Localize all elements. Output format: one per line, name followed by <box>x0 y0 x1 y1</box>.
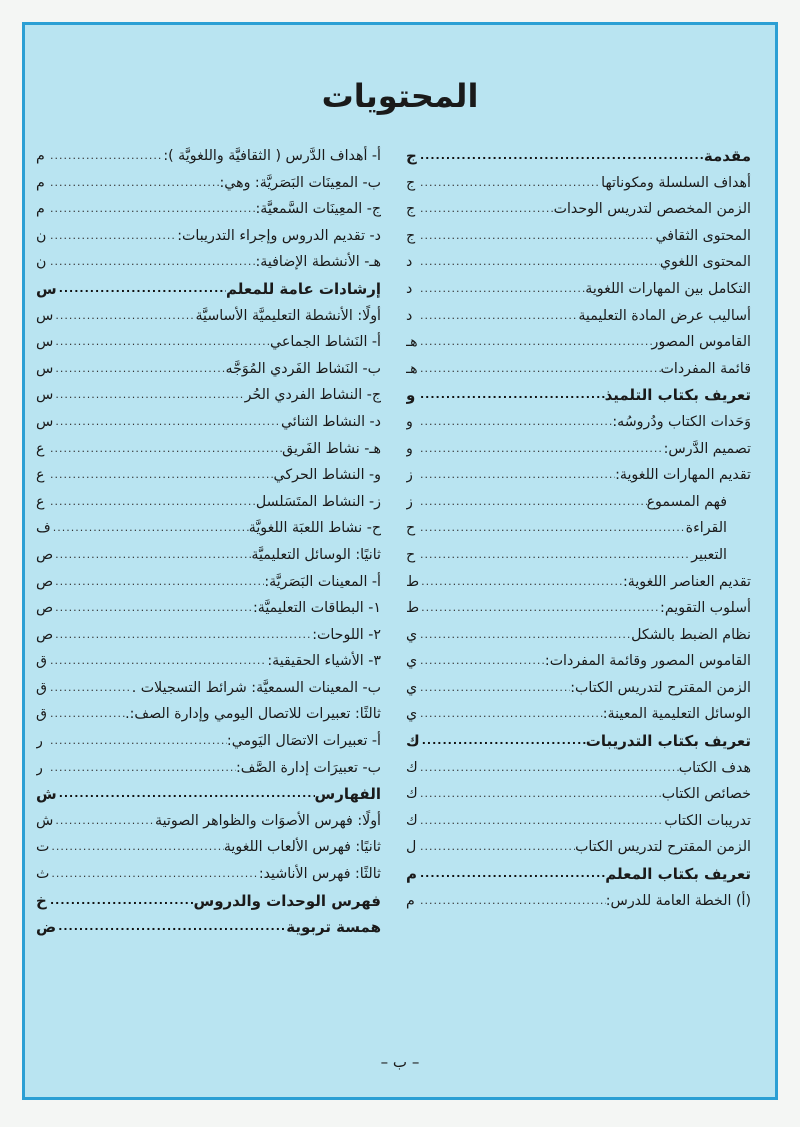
toc-leader-dots <box>48 196 256 223</box>
toc-entry-page: د <box>406 307 413 324</box>
toc-entry-label: ب- تعبيرَات إدارة الصَّف: <box>235 759 381 776</box>
toc-entry-page: هـ <box>406 360 418 377</box>
toc-entry-label: مقدمة <box>703 147 751 165</box>
toc-entry <box>406 595 751 622</box>
toc-entry-label: تعريف بكتاب التدريبات <box>585 732 751 751</box>
toc-entry <box>36 648 381 675</box>
toc-entry-label: (أ) الخطة العامة للدرس: <box>605 892 751 909</box>
toc-entry-label: ثالثًا: تعبيرات للاتصال اليومي وإدارة الصف:. <box>125 706 381 723</box>
toc-entry <box>36 834 381 861</box>
toc-entry-page: ي <box>406 706 418 723</box>
toc-leader-dots <box>48 728 227 755</box>
toc-entry-label: التكامل بين المهارات اللغوية <box>585 280 751 297</box>
page-title: المحتويات <box>321 77 479 115</box>
toc-entry-page: ج <box>406 201 416 218</box>
toc-entry <box>406 542 751 569</box>
toc-entry-page: ع <box>36 467 45 484</box>
toc-leader-dots <box>419 569 623 596</box>
toc-entry-page: م <box>406 892 415 909</box>
toc-leader-dots <box>418 462 615 489</box>
page-number: – ب – <box>380 1053 420 1071</box>
toc-leader-dots <box>48 462 274 489</box>
toc-entry-label: أساليب عرض المادة التعليمية <box>578 307 751 324</box>
toc-leader-dots <box>418 755 679 782</box>
toc-leader-dots <box>53 409 281 436</box>
toc-section-heading <box>406 143 751 170</box>
toc-leader-dots <box>419 595 660 622</box>
toc-leader-dots <box>418 542 691 569</box>
toc-entry-page: م <box>36 148 45 164</box>
toc-entry-label: الزمن المقترح لتدريس الكتاب <box>575 839 751 856</box>
toc-entry-label: هـ- نشاط الفَريق <box>282 440 381 457</box>
toc-entry-page: س <box>36 413 54 430</box>
toc-leader-dots <box>48 249 255 276</box>
toc-entry-page: و <box>406 413 413 430</box>
toc-section-heading <box>36 276 381 303</box>
toc-entry-label: ج- النشاط الفردي الحُر <box>244 387 381 404</box>
toc-entry <box>36 701 381 728</box>
toc-entry <box>406 569 751 596</box>
toc-entry-label: فهرس الوحدات والدروس <box>193 891 381 910</box>
toc-entry-page: ج <box>406 147 417 165</box>
toc-entry-label: ثالثًا: فهرس الأناشيد: <box>258 866 381 883</box>
toc-entry <box>406 489 751 516</box>
toc-entry <box>36 329 381 356</box>
toc-entry-page: ق <box>36 653 48 670</box>
toc-entry-page: ي <box>406 626 418 643</box>
toc-entry-label: قائمة المفردات <box>660 360 751 377</box>
toc-entry <box>406 648 751 675</box>
toc-leader-dots <box>57 276 226 303</box>
toc-entry-label: التعبير <box>691 546 727 563</box>
toc-entry-label: هدف الكتاب <box>678 759 751 776</box>
toc-entry-label: ثانيًا: الوسائل التعليميَّة <box>251 546 381 563</box>
toc-leader-dots <box>418 409 612 436</box>
toc-entry-label: تعريف بكتاب التلميذ <box>604 386 751 405</box>
toc-leader-dots <box>418 834 575 861</box>
toc-entry-label: القاموس المصور وقائمة المفردات: <box>544 653 751 670</box>
toc-entry <box>406 249 751 276</box>
toc-entry <box>406 808 751 835</box>
toc-leader-dots <box>418 196 554 223</box>
toc-leader-dots <box>56 914 286 941</box>
toc-entry-page: ر <box>36 759 43 776</box>
toc-leader-dots <box>418 622 631 649</box>
toc-section-heading <box>406 861 751 888</box>
toc-leader-dots <box>48 489 256 516</box>
toc-entry <box>36 675 381 702</box>
toc-entry-page: ع <box>36 493 45 510</box>
toc-entry <box>406 622 751 649</box>
toc-entry-label: خصائص الكتاب <box>661 786 751 803</box>
toc-leader-dots <box>53 542 251 569</box>
toc-entry-page: ز <box>406 467 413 484</box>
toc-right-column <box>406 143 751 914</box>
toc-entry <box>406 675 751 702</box>
toc-entry-label: و- النشاط الحركي <box>273 467 381 484</box>
toc-leader-dots <box>48 223 177 250</box>
toc-entry <box>36 462 381 489</box>
toc-entry <box>36 382 381 409</box>
toc-entry <box>406 781 751 808</box>
toc-entry <box>406 755 751 782</box>
toc-entry-page: هـ <box>406 334 418 351</box>
toc-entry <box>406 701 751 728</box>
toc-entry-label: ح- نشاط اللعبَة اللغويَّة <box>248 520 381 537</box>
toc-leader-dots <box>48 888 194 915</box>
toc-entry-page: ك <box>406 812 418 829</box>
toc-leader-dots <box>53 303 195 330</box>
toc-entry-page: ش <box>36 812 54 829</box>
toc-entry-page: س <box>36 334 54 351</box>
toc-entry-label: ثانيًا: فهرس الألعاب اللغوية <box>223 839 381 856</box>
toc-entry <box>36 622 381 649</box>
toc-entry <box>36 755 381 782</box>
toc-entry-page: ن <box>36 227 47 244</box>
toc-entry-page: ط <box>406 600 420 617</box>
toc-entry <box>406 303 751 330</box>
toc-leader-dots <box>418 861 605 888</box>
toc-entry-page: ث <box>36 866 50 883</box>
toc-entry-page: ل <box>406 839 417 856</box>
toc-entry <box>36 249 381 276</box>
toc-entry-page: س <box>36 307 54 324</box>
toc-entry-page: ت <box>36 839 50 856</box>
toc-entry-label: ٢- اللوحات: <box>312 626 381 643</box>
toc-leader-dots <box>418 276 585 303</box>
toc-leader-dots <box>53 356 225 383</box>
toc-entry <box>406 223 751 250</box>
toc-entry-label: الزمن المخصص لتدريس الوحدات <box>553 201 751 218</box>
toc-leader-dots <box>418 781 662 808</box>
toc-leader-dots <box>418 170 601 197</box>
toc-entry-label: القراءة <box>685 520 727 537</box>
toc-entry-page: ش <box>36 785 57 804</box>
toc-entry-page: ك <box>406 759 418 776</box>
toc-entry-label: الزمن المقترح لتدريس الكتاب: <box>570 679 751 696</box>
toc-leader-dots <box>420 728 586 755</box>
toc-entry-label: أولًا: فهرس الأصوَات والظواهر الصوتية <box>155 812 381 829</box>
toc-leader-dots <box>418 303 578 330</box>
toc-leader-dots <box>48 701 125 728</box>
toc-leader-dots <box>418 515 686 542</box>
toc-entry-page: م <box>406 865 417 884</box>
toc-entry-page: ق <box>36 706 48 723</box>
toc-leader-dots <box>418 143 704 170</box>
toc-entry-page: ق <box>36 679 48 696</box>
toc-leader-dots <box>418 701 603 728</box>
toc-entry-label: أ- أهداف الدَّرس ( الثقافيَّة واللغويَّة ): <box>163 148 381 164</box>
toc-entry-page: ك <box>406 786 418 803</box>
toc-entry-label: فهم المسموع <box>646 493 727 510</box>
toc-entry-label: ب- المعينات السمعيَّة: شرائط التسجيلات . <box>131 679 381 696</box>
toc-leader-dots <box>48 436 282 463</box>
toc-entry <box>36 489 381 516</box>
toc-leader-dots <box>48 648 267 675</box>
toc-entry-label: ب- المعِينَات البَصَريَّة: وهي: <box>219 174 381 191</box>
toc-entry-label: ز- النشاط المتَسَلسل <box>255 493 381 510</box>
toc-entry <box>36 569 381 596</box>
toc-leader-dots <box>418 249 660 276</box>
toc-leader-dots <box>53 622 312 649</box>
toc-entry-page: ف <box>36 520 51 537</box>
toc-entry <box>36 303 381 330</box>
toc-entry <box>36 356 381 383</box>
toc-entry-page: د <box>406 280 413 297</box>
toc-leader-dots <box>418 489 647 516</box>
toc-leader-dots <box>418 329 652 356</box>
toc-entry-page: س <box>36 279 57 298</box>
toc-entry-label: تدريبات الكتاب <box>664 812 751 829</box>
toc-leader-dots <box>53 595 253 622</box>
toc-entry-page: م <box>36 201 45 218</box>
toc-section-heading <box>36 781 381 808</box>
toc-left-column <box>36 143 381 941</box>
toc-leader-dots <box>57 781 315 808</box>
toc-entry-label: أولًا: الأنشطة التعليميَّة الأساسيَّة <box>195 307 381 324</box>
toc-entry <box>406 834 751 861</box>
toc-entry-page: س <box>36 387 54 404</box>
toc-leader-dots <box>51 515 249 542</box>
toc-entry <box>406 276 751 303</box>
toc-leader-dots <box>418 808 664 835</box>
toc-leader-dots <box>53 569 264 596</box>
toc-leader-dots <box>418 382 605 409</box>
toc-entry <box>36 170 381 197</box>
toc-entry-label: أسلوب التقويم: <box>660 600 751 617</box>
toc-section-heading <box>36 888 381 915</box>
toc-entry <box>36 196 381 223</box>
toc-entry-page: خ <box>36 891 47 910</box>
toc-entry-label: تقديم العناصر اللغوية: <box>622 573 751 590</box>
toc-entry-page: ح <box>406 520 416 537</box>
toc-entry-page: ط <box>406 573 420 590</box>
toc-entry-page: ن <box>36 254 47 271</box>
toc-entry <box>406 356 751 383</box>
toc-leader-dots <box>49 834 223 861</box>
toc-entry-page: ص <box>36 573 54 590</box>
toc-entry-label: إرشادات عامة للمعلم <box>226 279 381 298</box>
toc-entry-label: د- النشاط الثنائي <box>280 413 381 430</box>
toc-entry <box>36 808 381 835</box>
toc-entry-page: ي <box>406 679 418 696</box>
toc-entry <box>406 409 751 436</box>
toc-section-heading <box>406 728 751 755</box>
toc-entry-page: ص <box>36 546 54 563</box>
toc-leader-dots <box>418 675 570 702</box>
contents-page <box>22 22 778 1100</box>
toc-entry-label: الفهارس <box>314 785 381 804</box>
toc-leader-dots <box>418 436 664 463</box>
toc-entry-page: ر <box>36 733 43 750</box>
toc-entry <box>36 728 381 755</box>
toc-leader-dots <box>53 329 270 356</box>
toc-entry <box>36 595 381 622</box>
toc-entry-page: ص <box>36 626 54 643</box>
toc-entry <box>36 436 381 463</box>
toc-entry-label: أهداف السلسلة ومكوناتها <box>601 174 751 191</box>
toc-entry-label: د- تقديم الدروس وإجراء التدريبات: <box>177 227 381 244</box>
toc-entry-label: همسة تربوية <box>286 918 381 937</box>
toc-entry <box>36 515 381 542</box>
toc-entry-page: ض <box>36 918 57 937</box>
toc-leader-dots <box>49 861 258 888</box>
toc-entry-label: أ- تعبيرات الاتصَال اليَومي: <box>226 733 381 750</box>
toc-entry-page: و <box>406 386 416 405</box>
toc-leader-dots <box>418 648 545 675</box>
toc-entry-label: نظام الضبط بالشكل <box>631 626 751 643</box>
toc-entry-label: الوسائل التعليمية المعينة: <box>602 706 751 723</box>
toc-entry <box>36 542 381 569</box>
toc-entry-label: ج- المعِينَات السَّمعيَّة: <box>255 201 381 218</box>
toc-entry-label: ١- البطاقات التعليميَّة: <box>253 600 381 617</box>
toc-entry <box>406 462 751 489</box>
toc-entry-label: تصميم الدَّرس: <box>663 440 751 457</box>
toc-entry-page: ي <box>406 653 418 670</box>
toc-entry <box>406 170 751 197</box>
toc-entry <box>36 409 381 436</box>
toc-entry-label: وَحَدات الكتاب ودُروسُه: <box>612 413 751 430</box>
toc-entry-page: ز <box>406 493 413 510</box>
toc-leader-dots <box>48 170 219 197</box>
toc-entry-label: المحتوى اللغوي <box>659 254 751 271</box>
toc-leader-dots <box>48 675 132 702</box>
toc-entry <box>406 329 751 356</box>
toc-entry-label: ب- النَشاط الفَردي المُوَجَّه <box>225 360 381 377</box>
toc-entry <box>36 223 381 250</box>
toc-entry-page: ص <box>36 600 54 617</box>
toc-entry-label: القاموس المصور <box>651 334 751 351</box>
toc-entry-page: ع <box>36 440 45 457</box>
toc-entry-label: أ- المعينات البَصَريَّة: <box>264 573 381 590</box>
toc-entry-page: م <box>36 174 45 191</box>
toc-entry <box>406 888 751 915</box>
toc-leader-dots <box>418 356 661 383</box>
toc-entry-page: ج <box>406 227 416 244</box>
toc-entry-page: س <box>36 360 54 377</box>
toc-entry <box>36 143 381 170</box>
toc-entry-label: المحتوى الثقافي <box>655 227 751 244</box>
toc-leader-dots <box>418 223 655 250</box>
toc-leader-dots <box>418 888 606 915</box>
toc-entry-page: ج <box>406 174 416 191</box>
toc-entry-label: تعريف بكتاب المعلم <box>605 865 751 884</box>
toc-entry <box>406 436 751 463</box>
toc-entry-page: ك <box>406 732 420 751</box>
toc-section-heading <box>406 382 751 409</box>
toc-leader-dots <box>48 755 236 782</box>
toc-entry-page: ح <box>406 546 416 563</box>
toc-entry-page: د <box>406 254 413 271</box>
toc-entry-label: تقديم المهارات اللغوية: <box>615 467 751 484</box>
toc-leader-dots <box>48 143 163 170</box>
toc-entry <box>406 196 751 223</box>
toc-entry-label: أ- النَشاط الجماعي <box>270 334 381 351</box>
toc-section-heading <box>36 914 381 941</box>
toc-entry-label: ٣- الأشياء الحقيقية: <box>267 653 381 670</box>
toc-entry <box>36 861 381 888</box>
toc-entry-label: هـ- الأنشطة الإضافية: <box>255 254 381 271</box>
toc-entry-page: و <box>406 440 413 457</box>
toc-leader-dots <box>53 808 155 835</box>
toc-entry <box>406 515 751 542</box>
toc-leader-dots <box>53 382 244 409</box>
